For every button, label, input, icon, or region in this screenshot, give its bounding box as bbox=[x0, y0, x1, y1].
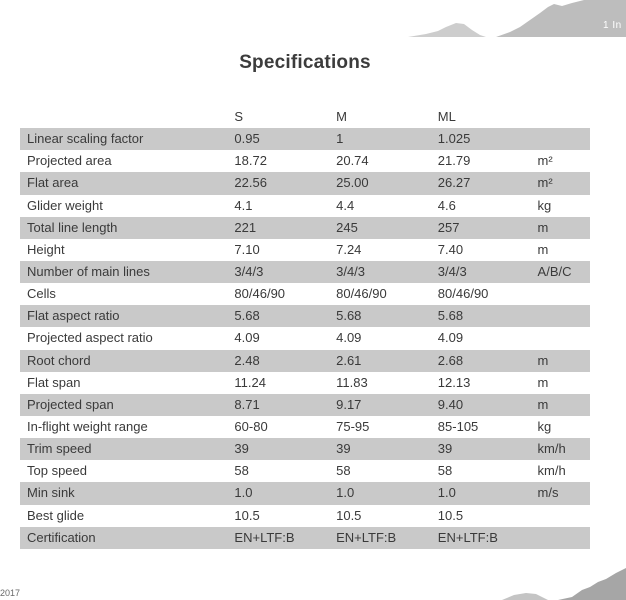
spec-name: Total line length bbox=[27, 219, 118, 235]
table-row bbox=[20, 438, 590, 460]
table-row bbox=[20, 239, 590, 261]
spec-value-ml: 3/4/3 bbox=[437, 264, 467, 280]
spec-value-ml: 7.40 bbox=[437, 241, 464, 257]
spec-unit bbox=[538, 283, 590, 305]
table-row bbox=[20, 327, 590, 349]
spec-value-ml: 85-105 bbox=[437, 419, 479, 435]
spec-name: Best glide bbox=[27, 507, 85, 523]
table-row bbox=[20, 527, 590, 549]
spec-value-m: 11.83 bbox=[336, 374, 368, 390]
page-title: Specifications bbox=[239, 52, 371, 73]
spec-value-m: 245 bbox=[336, 219, 358, 235]
spec-unit: km/h bbox=[537, 463, 566, 479]
column-header-parameter bbox=[20, 106, 234, 128]
spec-value-m: 3/4/3 bbox=[336, 264, 366, 280]
spec-value-m: 80/46/90 bbox=[336, 286, 387, 302]
mountain-decoration-bottom bbox=[440, 560, 626, 600]
table-row bbox=[20, 394, 590, 416]
spec-value-ml: 12.13 bbox=[437, 374, 471, 390]
spec-value-ml: 10.5 bbox=[437, 507, 464, 523]
spec-unit: m bbox=[537, 396, 549, 412]
spec-unit: m/s bbox=[537, 485, 559, 501]
spec-value-ml: 21.79 bbox=[437, 153, 471, 169]
spec-name: Height bbox=[27, 241, 65, 257]
spec-name: Flat area bbox=[27, 175, 79, 191]
spec-value-m: 10.5 bbox=[336, 507, 362, 523]
spec-value-s: 60-80 bbox=[234, 419, 268, 435]
spec-value-ml: 2.68 bbox=[437, 352, 464, 368]
table-row bbox=[20, 150, 590, 172]
spec-unit: m bbox=[537, 241, 549, 257]
spec-unit: kg bbox=[537, 419, 552, 435]
spec-name: Flat aspect ratio bbox=[27, 308, 120, 324]
chapter-label: 1 In bbox=[603, 20, 622, 31]
spec-name: Cells bbox=[27, 286, 56, 302]
column-header-size-ml: ML bbox=[438, 106, 538, 128]
table-row bbox=[20, 172, 590, 194]
spec-value-ml: 80/46/90 bbox=[437, 286, 489, 302]
mountain-decoration-top bbox=[0, 0, 626, 40]
spec-name: Projected span bbox=[27, 396, 114, 412]
spec-unit: m bbox=[537, 352, 549, 368]
spec-unit: m bbox=[537, 219, 549, 235]
spec-value-ml: 4.6 bbox=[437, 197, 456, 213]
spec-value-s: 18.72 bbox=[234, 153, 267, 169]
table-row bbox=[20, 482, 590, 504]
spec-value-m: EN+LTF:B bbox=[336, 529, 397, 545]
spec-value-m: 2.61 bbox=[336, 352, 362, 368]
spec-value-s: 221 bbox=[234, 219, 257, 235]
spec-value-s: EN+LTF:B bbox=[234, 529, 295, 545]
table-row bbox=[20, 217, 590, 239]
spec-value-s: 80/46/90 bbox=[234, 286, 286, 302]
spec-value-m: 75-95 bbox=[336, 419, 370, 435]
spec-name: Trim speed bbox=[27, 441, 92, 457]
spec-value-s: 7.10 bbox=[234, 241, 260, 257]
spec-value-m: 7.24 bbox=[336, 241, 362, 257]
specifications-table bbox=[20, 106, 590, 549]
spec-value-m: 5.68 bbox=[336, 308, 362, 324]
spec-name: Min sink bbox=[27, 485, 75, 501]
table-row bbox=[20, 505, 590, 527]
spec-value-m: 4.4 bbox=[336, 197, 355, 213]
spec-value-ml: 39 bbox=[437, 441, 453, 457]
spec-unit bbox=[538, 505, 590, 527]
spec-value-s: 39 bbox=[234, 441, 249, 457]
spec-unit: m² bbox=[537, 153, 553, 169]
spec-value-s: 4.09 bbox=[234, 330, 260, 346]
spec-unit bbox=[538, 327, 590, 349]
spec-value-s: 11.24 bbox=[234, 374, 266, 390]
spec-name: Linear scaling factor bbox=[27, 131, 144, 147]
spec-value-ml: 1.0 bbox=[437, 485, 456, 501]
spec-value-m: 9.17 bbox=[336, 396, 362, 412]
spec-value-s: 4.1 bbox=[234, 197, 253, 213]
spec-name: Root chord bbox=[27, 352, 91, 368]
spec-name: Number of main lines bbox=[27, 264, 150, 280]
table-row bbox=[20, 261, 590, 283]
table-header-row bbox=[20, 106, 590, 128]
table-row bbox=[20, 350, 590, 372]
spec-name: Certification bbox=[27, 529, 96, 545]
spec-value-ml: 58 bbox=[437, 463, 453, 479]
spec-name: Glider weight bbox=[27, 197, 103, 213]
spec-name: In-flight weight range bbox=[27, 419, 148, 435]
spec-unit bbox=[538, 128, 590, 150]
spec-name: Top speed bbox=[27, 463, 87, 479]
spec-value-m: 1 bbox=[336, 131, 344, 147]
column-header-size-m: M bbox=[336, 106, 438, 128]
spec-value-m: 1.0 bbox=[336, 485, 355, 501]
spec-value-ml: 26.27 bbox=[437, 175, 471, 191]
spec-name: Flat span bbox=[27, 374, 81, 390]
spec-value-s: 5.68 bbox=[234, 308, 260, 324]
spec-value-s: 58 bbox=[234, 463, 249, 479]
spec-value-s: 8.71 bbox=[234, 396, 260, 412]
spec-value-ml: 9.40 bbox=[437, 396, 464, 412]
spec-value-ml: 4.09 bbox=[437, 330, 464, 346]
spec-value-s: 22.56 bbox=[234, 175, 267, 191]
spec-value-m: 4.09 bbox=[336, 330, 362, 346]
spec-name: Projected aspect ratio bbox=[27, 330, 153, 346]
spec-value-ml: EN+LTF:B bbox=[437, 529, 498, 545]
spec-value-m: 25.00 bbox=[336, 175, 369, 191]
spec-value-ml: 1.025 bbox=[437, 131, 471, 147]
table-row bbox=[20, 416, 590, 438]
spec-value-s: 3/4/3 bbox=[234, 264, 264, 280]
footer-year: 2017 bbox=[0, 588, 21, 598]
spec-value-ml: 257 bbox=[437, 219, 460, 235]
spec-unit: kg bbox=[537, 197, 552, 213]
column-header-size-s: S bbox=[234, 106, 336, 128]
table-row bbox=[20, 283, 590, 305]
column-header-unit bbox=[538, 106, 590, 128]
spec-value-m: 58 bbox=[336, 463, 351, 479]
spec-unit: m² bbox=[537, 175, 553, 191]
spec-unit: km/h bbox=[537, 441, 566, 457]
spec-value-m: 39 bbox=[336, 441, 351, 457]
spec-name: Projected area bbox=[27, 153, 112, 169]
table-row bbox=[20, 460, 590, 482]
spec-value-s: 0.95 bbox=[234, 131, 260, 147]
spec-unit: m bbox=[537, 374, 549, 390]
table-row bbox=[20, 305, 590, 327]
table-row bbox=[20, 128, 590, 150]
spec-unit: A/B/C bbox=[537, 264, 572, 280]
spec-value-s: 2.48 bbox=[234, 352, 260, 368]
spec-unit bbox=[538, 305, 590, 327]
spec-value-ml: 5.68 bbox=[437, 308, 464, 324]
spec-value-m: 20.74 bbox=[336, 153, 369, 169]
spec-unit bbox=[538, 527, 590, 549]
spec-value-s: 10.5 bbox=[234, 507, 260, 523]
table-row bbox=[20, 372, 590, 394]
spec-value-s: 1.0 bbox=[234, 485, 253, 501]
table-row bbox=[20, 195, 590, 217]
